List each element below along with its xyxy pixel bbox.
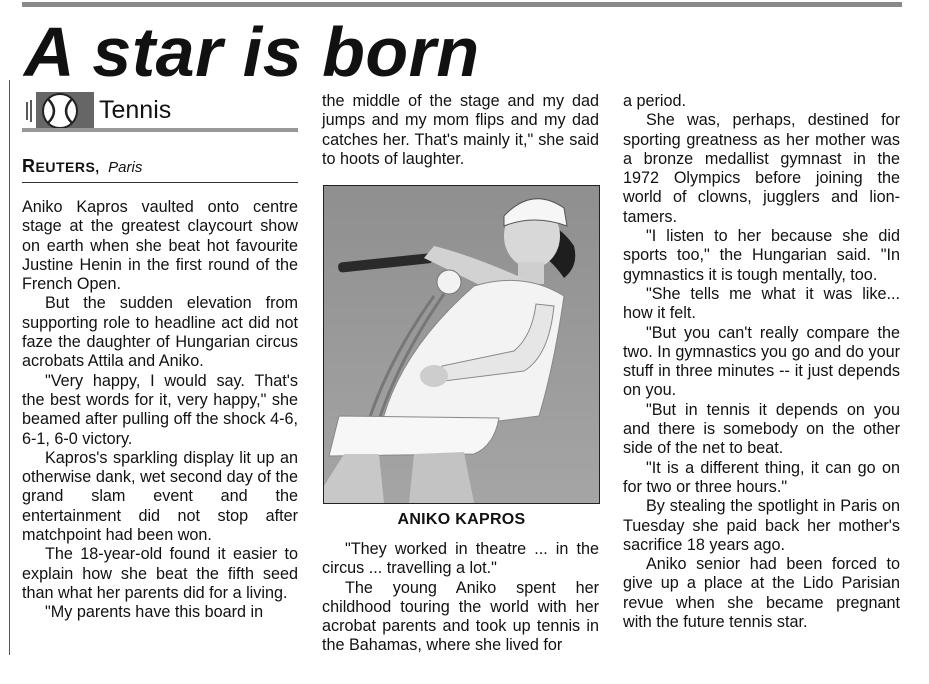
section-tag bbox=[22, 90, 298, 134]
section-rule bbox=[22, 128, 298, 132]
article-column-3 bbox=[623, 92, 900, 632]
tennis-ball-icon bbox=[22, 92, 94, 130]
paragraph: "She tells me what it was like... how it felt. bbox=[623, 284, 900, 323]
byline-place: Paris bbox=[108, 159, 143, 176]
byline-agency-initial: R bbox=[22, 156, 36, 176]
paragraph: The young Aniko spent her childhood touring the world with her acrobat parents and took up tennis in the Bahamas, where she lived for bbox=[322, 578, 599, 655]
paragraph: Aniko Kapros vaulted onto centre stage at the greatest claycourt show on earth when she beat hot favourite Justine Henin in the first round of the French Open. bbox=[22, 198, 298, 294]
paragraph: The 18-year-old found it easier to explain how she beat the fifth seed than what her parents did for a living. bbox=[22, 545, 298, 602]
article-column-2-bottom bbox=[322, 540, 599, 656]
paragraph: "My parents have this board in bbox=[45, 603, 264, 622]
paragraph: "They worked in theatre ... in the circus ... travelling a lot." bbox=[322, 540, 599, 578]
paragraph: a period. bbox=[623, 92, 686, 110]
article-column-1 bbox=[22, 198, 298, 623]
paragraph: "It is a different thing, it can go on for two or three hours." bbox=[623, 458, 900, 496]
article-column-2-top bbox=[322, 92, 599, 169]
paragraph: Kapros's sparkling display lit up an otherwise dank, wet second day of the grand slam event and the entertainment did not stop after matchpoint had been won. bbox=[22, 448, 298, 545]
paragraph: "But in tennis it depends on you and there is somebody on the other side of the net to beat. bbox=[623, 400, 900, 458]
paragraph: By stealing the spotlight in Paris on Tuesday she paid back her mother's sacrifice 18 years ago. bbox=[623, 497, 900, 554]
byline-agency: EUTERS, bbox=[35, 159, 100, 175]
tennis-player-photo bbox=[323, 185, 600, 504]
photo-caption: ANIKO KAPROS bbox=[397, 511, 526, 528]
headline: A star is born bbox=[24, 13, 480, 91]
byline-rule bbox=[22, 182, 298, 183]
paragraph: "Very happy, I would say. That's the best words for it, very happy," she beamed after pulling off the shock 4-6, 6-1, 6-0 victory. bbox=[22, 371, 298, 448]
paragraph: "I listen to her because she did sports too," the Hungarian said. "In gymnastics it is tough mentally, too. bbox=[623, 227, 900, 284]
left-column-rule bbox=[9, 80, 10, 655]
paragraph: But the sudden elevation from supporting role to headline act did not faze the daughter of Hungarian circus acrobats Attila and Aniko. bbox=[22, 294, 298, 371]
top-rule bbox=[22, 2, 902, 7]
byline bbox=[22, 156, 142, 177]
paragraph: Aniko senior had been forced to give up a place at the Lido Parisian revue when she became pregnant with the future tennis star. bbox=[623, 555, 900, 632]
paragraph: "But you can't really compare the two. In gymnastics you go and do your stuff in three minutes -- it just depends on you. bbox=[623, 323, 900, 400]
paragraph: the middle of the stage and my dad jumps and my mom flips and my dad catches her. That's mainly it," she said to hoots of laughter. bbox=[322, 92, 599, 168]
paragraph: She was, perhaps, destined for sporting greatness as her mother was a bronze medallist gymnast in the 1972 Olympics before joining the world of clowns, jugglers and lion-tamers. bbox=[623, 111, 900, 226]
section-label: Tennis bbox=[99, 96, 172, 124]
